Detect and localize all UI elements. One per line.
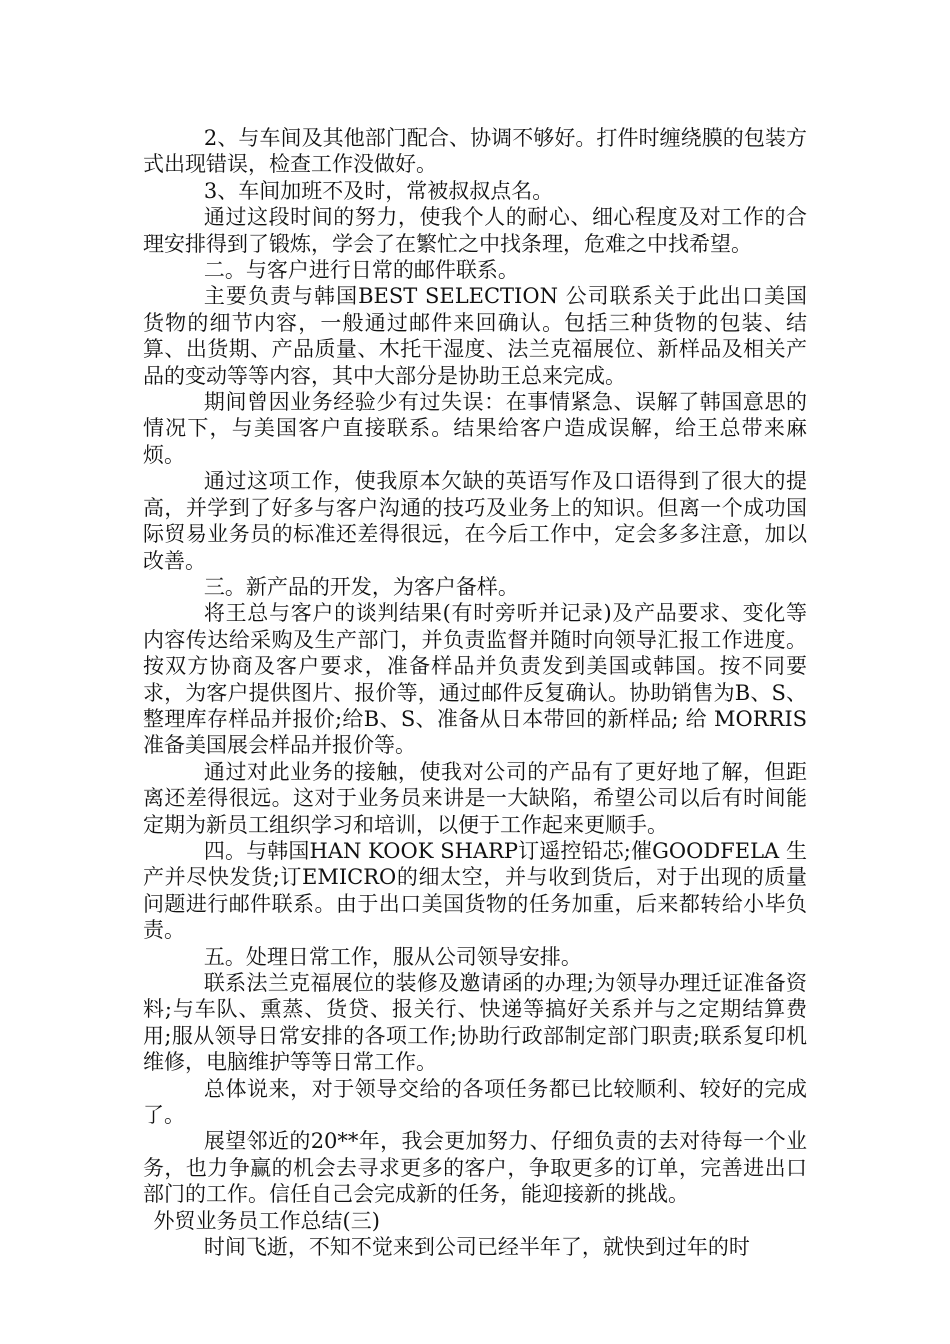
section-heading: 三。新产品的开发，为客户备样。 (203, 574, 519, 599)
paragraph: 展望邻近的20**年，我会更加努力、仔细负责的去对待每一个业务，也力争赢的机会去寻求更多的客户，争取更多的订单，完善进出口部门的工作。信任自己会完成新的任务，能迎接新的挑战。 (143, 1129, 807, 1207)
document-title: 外贸业务员工作总结(三) (153, 1208, 380, 1233)
paragraph: 四。与韩国HAN KOOK SHARP订遥控铅芯;催GOODFELA 生产并尽快发货;订EMICRO的细太空，并与收到货后，对于出现的质量问题进行邮件联系。由于出口美国货物的任务加重，后来都转给小毕负责。 (143, 838, 807, 943)
paragraph: 期间曾因业务经验少有过失误：在事情紧急、误解了韩国意思的情况下，与美国客户直接联系。结果给客户造成误解，给王总带来麻烦。 (143, 390, 807, 467)
paragraph: 主要负责与韩国BEST SELECTION 公司联系关于此出口美国货物的细节内容，一般通过邮件来回确认。包括三种货物的包装、结算、出货期、产品质量、木托干湿度、法兰克福展位、新样品及相关产品的变动等等内容，其中大部分是协助王总来完成。 (143, 284, 807, 388)
document-body (143, 125, 807, 1260)
paragraph: 3、车间加班不及时，常被叔叔点名。 (203, 178, 554, 203)
section-heading: 五。处理日常工作，服从公司领导安排。 (203, 944, 582, 969)
paragraph: 联系法兰克福展位的装修及邀请函的办理;为领导办理迁证准备资料;与车队、熏蒸、货贷、报关行、快递等搞好关系并与之定期结算费用;服从领导日常安排的各项工作;协助行政部制定部门职责;联系复印机维修，电脑维护等等日常工作。 (143, 971, 807, 1075)
section-heading: 二。与客户进行日常的邮件联系。 (203, 258, 519, 283)
paragraph: 将王总与客户的谈判结果(有时旁听并记录)及产品要求、变化等内容传达给采购及生产部门，并负责监督并随时向领导汇报工作进度。按双方协商及客户要求，准备样品并负责发到美国或韩国。按不同要求，为客户提供图片、报价等，通过邮件反复确认。协助销售为B、S、 整理库存样品并报价;给B、S、准备从日本带回的新样品; 给 MORRIS 准备美国展会样品并报价等。 (143, 601, 807, 758)
paragraph: 2、与车间及其他部门配合、协调不够好。打件时缠绕膜的包装方式出现错误，检查工作没做好。 (143, 126, 807, 177)
paragraph: 通过对此业务的接触，使我对公司的产品有了更好地了解，但距离还差得很远。这对于业务员来讲是一大缺陷，希望公司以后有时间能定期为新员工组织学习和培训，以便于工作起来更顺手。 (143, 759, 807, 837)
paragraph: 时间飞逝，不知不觉来到公司已经半年了，就快到过年的时 (203, 1235, 750, 1260)
paragraph: 通过这项工作，使我原本欠缺的英语写作及口语得到了很大的提高，并学到了好多与客户沟通的技巧及业务上的知识。但离一个成功国际贸易业务员的标准还差得很远，在今后工作中，定会多多注意，加以改善。 (143, 469, 807, 573)
paragraph: 总体说来，对于领导交给的各项任务都已比较顺利、较好的完成了。 (143, 1076, 807, 1128)
paragraph: 通过这段时间的努力，使我个人的耐心、细心程度及对工作的合理安排得到了锻炼，学会了在繁忙之中找条理，危难之中找希望。 (143, 205, 807, 256)
